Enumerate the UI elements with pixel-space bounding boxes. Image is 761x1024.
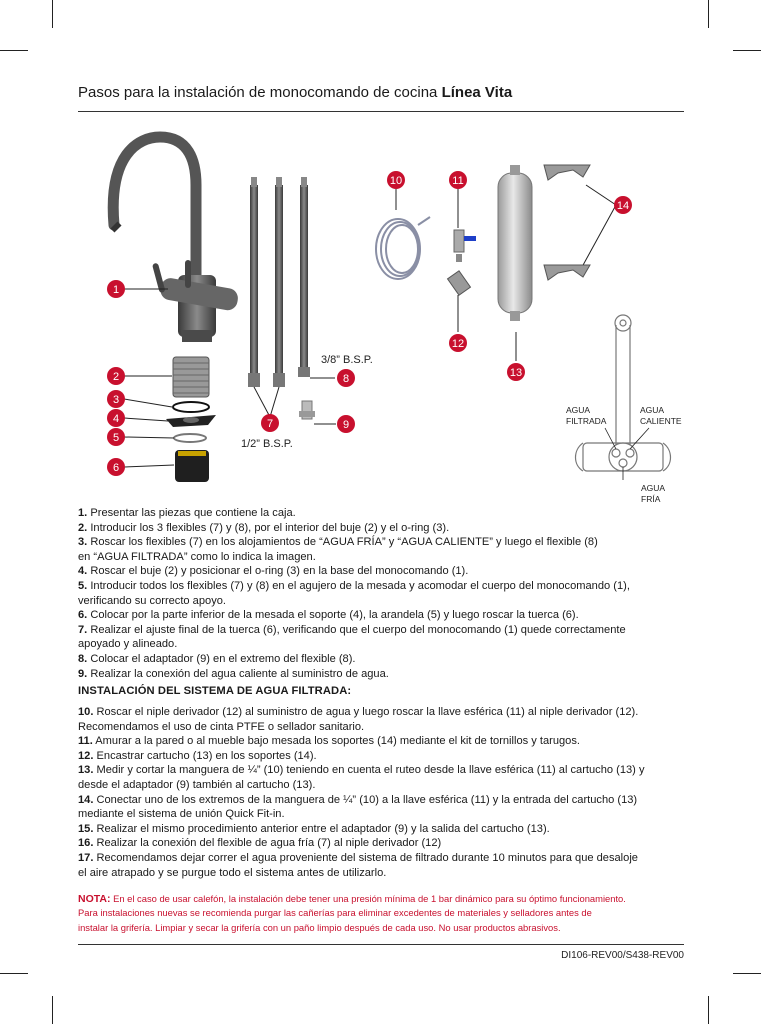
svg-text:2: 2 <box>112 371 120 383</box>
page-title <box>78 84 512 101</box>
step-14: 14. Conectar uno de los extremos de la manguera de ¼” (10) a la llave esférica (11) y la entrada del cartucho (13) mediante el sistema de unión Quick Fit-in. <box>78 793 638 821</box>
svg-text:10: 10 <box>389 175 403 187</box>
callout-5 <box>107 428 125 446</box>
ball-valve <box>454 230 476 262</box>
crop-mark <box>708 996 709 1024</box>
note-block: NOTA: En el caso de usar calefón, la instalación debe tener una presión mínima de 1 bar dinámico para su óptimo funcionamiento. Para instalaciones nuevas se recomienda purgar las cañerías para eliminar excedentes de materiales y selladores antes de instalar la grifería. Limpiar y secar la grifería con un paño limpio después de cada uso. No usar productos abrasivos. <box>78 893 626 933</box>
step-7: 7. Realizar el ajuste final de la tuerca (6), verificando que el cuerpo del monocomando (1) quede correctamente apoyado y alineado. <box>78 623 626 651</box>
derivation-nipple <box>448 271 471 295</box>
svg-text:8: 8 <box>342 373 350 385</box>
footer-divider <box>78 944 684 945</box>
crop-mark <box>52 0 53 28</box>
label-bsp-38: 3/8” B.S.P. <box>321 354 373 366</box>
parts-stack <box>166 357 216 482</box>
crop-mark <box>708 0 709 28</box>
step-10: 10. Roscar el niple derivador (12) al suministro de agua y luego roscar la llave esférica (11) al niple derivador (12). Recomendamos el uso de cinta PTFE o sellador sanitario. <box>78 706 639 733</box>
step-15: 15. Realizar el mismo procedimiento anterior entre el adaptador (9) y la salida del cartucho (13). <box>78 822 550 835</box>
installation-diagram <box>78 125 688 510</box>
step-16: 16. Realizar la conexión del flexible de agua fría (7) al niple derivador (12) <box>78 837 442 850</box>
step-11: 11. Amurar a la pared o al mueble bajo mesada los soportes (14) mediante el kit de tornillos y tarugos. <box>78 735 580 748</box>
title-bold: Línea Vita <box>441 84 513 101</box>
title-regular: Pasos para la instalación de monocomando de cocina <box>78 84 438 101</box>
crop-mark <box>0 973 28 974</box>
callout-1 <box>107 280 125 298</box>
callout-6 <box>107 458 125 476</box>
svg-text:7: 7 <box>266 418 274 430</box>
label-agua-filtrada-1: AGUA <box>566 405 591 415</box>
valve-schematic <box>576 315 671 480</box>
svg-text:5: 5 <box>112 432 120 444</box>
callout-8 <box>337 369 355 387</box>
callout-4 <box>107 409 125 427</box>
svg-text:14: 14 <box>616 200 630 212</box>
note-label: NOTA: <box>78 893 111 905</box>
callout-7 <box>261 414 279 432</box>
callout-11 <box>449 171 467 189</box>
label-agua-caliente-1: AGUA <box>640 405 665 415</box>
step-8: 8. Colocar el adaptador (9) en el extremo del flexible (8). <box>78 652 356 665</box>
callout-12 <box>449 334 467 352</box>
flexible-hoses <box>248 177 315 419</box>
svg-text:12: 12 <box>451 338 465 350</box>
step-6: 6. Colocar por la parte inferior de la mesada el soporte (4), la arandela (5) y luego roscar la tuerca (6). <box>78 609 579 622</box>
callout-14 <box>614 196 632 214</box>
crop-mark <box>733 50 761 51</box>
header-divider <box>78 111 684 112</box>
callout-3 <box>107 390 125 408</box>
step-2: 2. Introducir los 3 flexibles (7) y (8), por el interior del buje (2) y el o-ring (3). <box>78 521 450 534</box>
callout-10 <box>387 171 405 189</box>
section-heading: INSTALACIÓN DEL SISTEMA DE AGUA FILTRADA: <box>78 685 352 697</box>
svg-text:11: 11 <box>452 175 464 187</box>
svg-text:4: 4 <box>112 413 120 425</box>
svg-text:1: 1 <box>112 284 120 296</box>
faucet-illustration <box>113 137 239 342</box>
step-5: 5. Introducir todos los flexibles (7) y (8) en el agujero de la mesada y acomodar el cuerpo del monocomando (1), verificando su correcto apoyo. <box>78 579 630 607</box>
svg-text:3: 3 <box>112 394 120 406</box>
svg-text:6: 6 <box>112 462 120 474</box>
step-12: 12. Encastrar cartucho (13) en los soportes (14). <box>78 749 317 762</box>
label-agua-filtrada-2: FILTRADA <box>566 416 607 426</box>
label-agua-caliente-2: CALIENTE <box>640 416 682 426</box>
crop-mark <box>733 973 761 974</box>
step-4: 4. Roscar el buje (2) y posicionar el o-ring (3) en la base del monocomando (1). <box>78 565 469 578</box>
label-agua-fria-2: FRÍA <box>641 494 661 504</box>
hose-coil <box>376 217 430 279</box>
step-17: 17. Recomendamos dejar correr el agua proveniente del sistema de filtrado durante 10 minutos para que desaloje el aire atrapado y se purgue todo el sistema antes de utilizarlo. <box>78 851 638 879</box>
document-code: DI106-REV00/S438-REV00 <box>561 950 684 961</box>
filter-cartridge <box>498 165 532 321</box>
callout-2 <box>107 367 125 385</box>
crop-mark <box>0 50 28 51</box>
svg-text:13: 13 <box>509 367 523 379</box>
step-13: 13. Medir y cortar la manguera de ¼” (10) teniendo en cuenta el ruteo desde la llave esférica (11) al cartucho (13) y desde el adaptador (9) también al cartucho (13). <box>78 764 645 791</box>
svg-text:9: 9 <box>342 419 350 431</box>
step-1: 1. Presentar las piezas que contiene la caja. <box>78 507 296 519</box>
callout-13 <box>507 363 525 381</box>
cartridge-supports <box>544 165 590 280</box>
label-agua-fria-1: AGUA <box>641 483 666 493</box>
step-3: 3. Roscar los flexibles (7) en los alojamientos de “AGUA FRÍA” y “AGUA CALIENTE” y luego el flexible (8) en “AGUA FILTRADA” como lo indica la imagen. <box>78 536 598 563</box>
label-bsp-12: 1/2” B.S.P. <box>241 438 293 450</box>
steps-list <box>78 506 688 681</box>
step-9: 9. Realizar la conexión del agua caliente al suministro de agua. <box>78 667 389 680</box>
crop-mark <box>52 996 53 1024</box>
callout-9 <box>337 415 355 433</box>
filtered-steps-list <box>78 705 690 880</box>
